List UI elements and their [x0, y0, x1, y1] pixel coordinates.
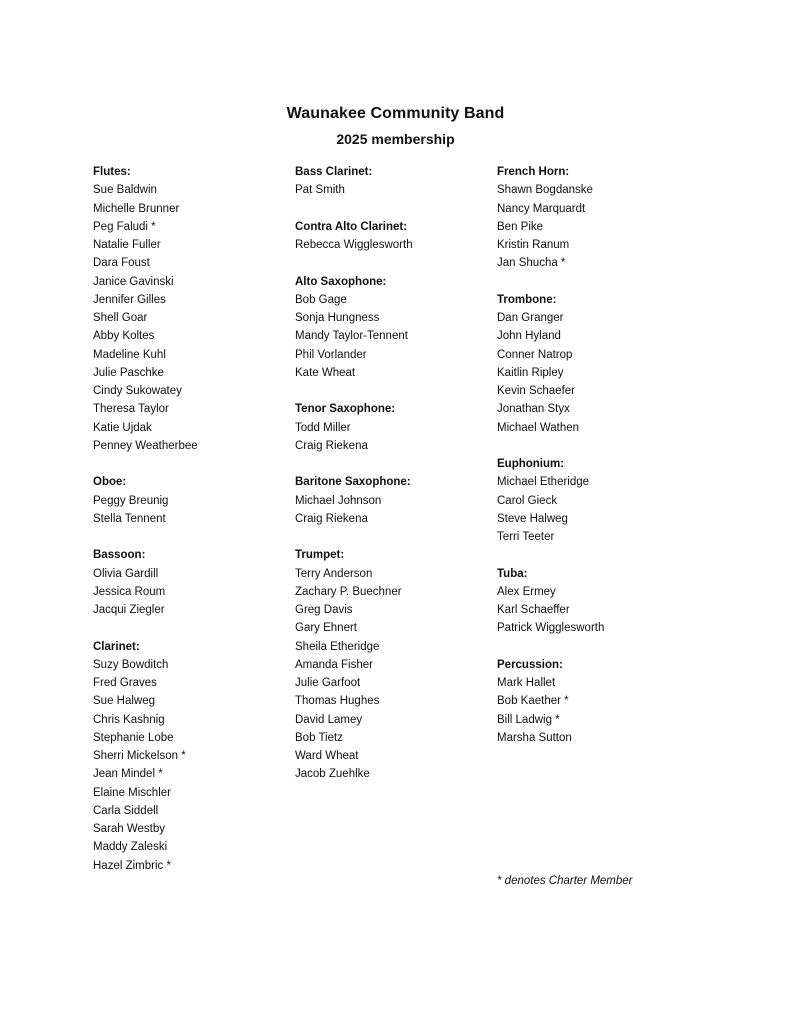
- member-name: Michelle Brunner: [93, 202, 180, 215]
- member-name: Jacqui Ziegler: [93, 604, 165, 616]
- member-name: Michael Johnson: [295, 494, 382, 507]
- member-name: Phil Vorlander: [295, 348, 367, 361]
- section-heading: Flutes:: [93, 166, 131, 178]
- member-name: Carla Siddell: [93, 804, 159, 817]
- member-name: Jessica Roum: [93, 585, 166, 598]
- member-name: Fred Graves: [93, 677, 157, 689]
- document-subtitle: 2025 membership: [336, 131, 455, 147]
- member-name: Karl Schaeffer: [497, 604, 570, 616]
- member-name: Jean Mindel *: [93, 768, 163, 781]
- member-name: Natalie Fuller: [93, 239, 161, 251]
- member-name: Bob Tietz: [295, 731, 343, 744]
- member-name: Sue Baldwin: [93, 184, 157, 197]
- section-heading: Tenor Saxophone:: [295, 403, 396, 416]
- member-name: Shawn Bogdanske: [497, 184, 593, 197]
- instrument-section: [295, 473, 495, 528]
- instrument-section: [93, 473, 293, 528]
- section-heading: Clarinet:: [93, 640, 140, 653]
- member-name: Alex Ermey: [497, 585, 556, 598]
- member-name: Kristin Ranum: [497, 239, 570, 251]
- member-name: Mandy Taylor-Tennent: [295, 330, 408, 343]
- member-name: Dan Granger: [497, 312, 564, 324]
- section-heading: Euphonium:: [497, 458, 565, 470]
- member-name: Gary Ehnert: [295, 622, 357, 635]
- instrument-section: [497, 455, 697, 546]
- member-name: Abby Koltes: [93, 330, 155, 343]
- member-name: Dara Foust: [93, 257, 150, 270]
- section-heading: French Horn:: [497, 166, 570, 178]
- member-name: Marsha Sutton: [497, 731, 572, 744]
- member-name: Madeline Kuhl: [93, 348, 166, 361]
- member-name: Mark Hallet: [497, 677, 556, 689]
- member-name: Sheila Etheridge: [295, 640, 380, 653]
- member-name: Bob Gage: [295, 293, 347, 306]
- member-name: Bob Kaether *: [497, 695, 569, 708]
- member-name: Sue Halweg: [93, 695, 156, 708]
- member-name: Sonja Hungness: [295, 312, 380, 324]
- instrument-section: [497, 565, 697, 638]
- member-name: Stella Tennent: [93, 512, 166, 525]
- instrument-section: [295, 546, 495, 783]
- member-name: Ward Wheat: [295, 750, 359, 762]
- member-name: Jennifer Gilles: [93, 293, 166, 306]
- member-name: Terri Teeter: [497, 531, 555, 543]
- member-name: Maddy Zaleski: [93, 841, 168, 854]
- charter-member-footnote: * denotes Charter Member: [497, 875, 633, 887]
- member-name: Nancy Marquardt: [497, 202, 586, 215]
- member-name: Amanda Fisher: [295, 658, 373, 671]
- instrument-section: [295, 400, 495, 455]
- member-name: Sherri Mickelson *: [93, 750, 186, 762]
- roster-column-2: [295, 163, 495, 802]
- member-name: Kaitlin Ripley: [497, 366, 564, 379]
- section-heading: Trombone:: [497, 293, 557, 306]
- member-name: Julie Garfoot: [295, 677, 361, 689]
- member-name: Sarah Westby: [93, 823, 166, 835]
- instrument-section: [93, 163, 293, 455]
- member-name: Patrick Wigglesworth: [497, 622, 605, 635]
- section-heading: Oboe:: [93, 476, 127, 489]
- member-name: Pat Smith: [295, 184, 345, 197]
- member-name: Michael Etheridge: [497, 476, 590, 489]
- instrument-section: [295, 273, 495, 383]
- member-name: Theresa Taylor: [93, 403, 169, 416]
- section-heading: Tuba:: [497, 567, 528, 580]
- member-name: Conner Natrop: [497, 348, 573, 361]
- section-heading: Baritone Saxophone:: [295, 476, 411, 489]
- instrument-section: [497, 656, 697, 747]
- member-name: Peggy Breunig: [93, 494, 169, 507]
- member-name: Zachary P. Buechner: [295, 585, 402, 598]
- member-name: Rebecca Wigglesworth: [295, 239, 413, 251]
- section-heading: Percussion:: [497, 658, 563, 671]
- member-name: Janice Gavinski: [93, 275, 174, 288]
- instrument-section: [497, 291, 697, 437]
- member-name: Chris Kashnig: [93, 713, 165, 726]
- member-name: Olivia Gardill: [93, 567, 159, 580]
- member-name: John Hyland: [497, 330, 561, 343]
- member-name: Peg Faludi *: [93, 220, 156, 233]
- instrument-section: [497, 163, 697, 273]
- member-name: Kate Wheat: [295, 366, 356, 379]
- instrument-section: [295, 218, 495, 255]
- member-name: Suzy Bowditch: [93, 658, 169, 671]
- roster-column-1: [93, 163, 293, 893]
- member-name: Todd Miller: [295, 421, 351, 434]
- member-name: Craig Riekena: [295, 439, 368, 452]
- instrument-section: [93, 546, 293, 619]
- member-name: Elaine Mischler: [93, 786, 171, 799]
- member-name: Penney Weatherbee: [93, 439, 198, 452]
- section-heading: Trumpet:: [295, 549, 345, 562]
- member-name: Craig Riekena: [295, 512, 368, 525]
- member-name: Shell Goar: [93, 312, 148, 324]
- member-name: Thomas Hughes: [295, 695, 380, 708]
- section-heading: Alto Saxophone:: [295, 275, 387, 288]
- member-name: Carol Gieck: [497, 494, 558, 507]
- member-name: Greg Davis: [295, 604, 353, 616]
- section-heading: Bassoon:: [93, 549, 146, 562]
- roster-column-3: [497, 163, 697, 765]
- member-name: Cindy Sukowatey: [93, 385, 182, 397]
- member-name: Katie Ujdak: [93, 421, 152, 434]
- member-name: Terry Anderson: [295, 567, 373, 580]
- member-name: Hazel Zimbric *: [93, 859, 171, 872]
- document-title: Waunakee Community Band: [286, 105, 505, 122]
- member-name: Jacob Zuehlke: [295, 768, 370, 781]
- member-name: Kevin Schaefer: [497, 385, 575, 397]
- member-name: Steve Halweg: [497, 512, 568, 525]
- section-heading: Contra Alto Clarinet:: [295, 220, 408, 233]
- member-name: Michael Wathen: [497, 421, 580, 434]
- member-name: Stephanie Lobe: [93, 731, 174, 744]
- member-name: Jan Shucha *: [497, 257, 566, 270]
- section-heading: Bass Clarinet:: [295, 166, 373, 178]
- member-name: David Lamey: [295, 713, 363, 726]
- instrument-section: [295, 163, 495, 200]
- member-name: Ben Pike: [497, 220, 544, 233]
- member-name: Julie Paschke: [93, 366, 164, 379]
- instrument-section: [93, 638, 293, 875]
- member-name: Jonathan Styx: [497, 403, 570, 416]
- member-name: Bill Ladwig *: [497, 713, 560, 726]
